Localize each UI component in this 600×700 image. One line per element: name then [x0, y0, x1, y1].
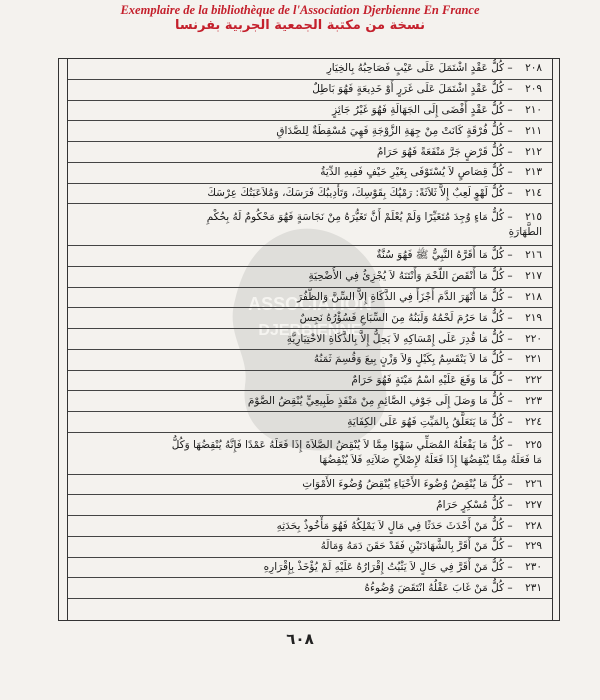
- rule-number: ٢٢٩: [525, 540, 542, 553]
- table-row: [68, 204, 552, 246]
- table-row: [68, 433, 552, 475]
- table-row: [68, 578, 552, 599]
- rule-number: ٢٣١: [525, 581, 542, 594]
- table-row: [68, 80, 552, 101]
- rule-separator: –: [504, 62, 516, 75]
- rule-first-line: [74, 477, 542, 492]
- rule-text: كُلُّ مَنْ أَقَرَّ بِالشَّهَادَتَيْنِ فَقَدْ حَقَنَ دَمَهُ وَمَالَهُ: [320, 540, 505, 553]
- rule-first-line: [74, 311, 542, 326]
- rule-separator: –: [504, 415, 516, 428]
- rule-text: كُلُّ مَا وَصَلَ إِلَى جَوْفِ الصَّائِمِ مِنْ مَنْفَذٍ طَبِيعِيٍّ يُنْقِضُ الصَّوْمَ: [247, 394, 505, 407]
- rule-separator: –: [504, 581, 516, 594]
- rule-continuation-line: [74, 453, 542, 468]
- rule-number: ٢٢٣: [525, 394, 542, 407]
- rule-text: كُلُّ مُسْكِرٍ حَرَامٌ: [436, 498, 505, 511]
- table-row: [68, 412, 552, 433]
- rule-number: ٢١٣: [525, 166, 542, 179]
- rule-first-line: [74, 82, 542, 97]
- rule-first-line: [74, 290, 542, 305]
- table-row: [68, 329, 552, 350]
- table-row: [68, 371, 552, 392]
- rule-text: كُلُّ مَا أَقَرَّهُ النَّبِيُّ ﷺ فَهُوَ سُنَّةٌ: [376, 249, 505, 262]
- rule-text: كُلُّ فُرْقَةٍ كَانَتْ مِنْ جِهَةِ الزَّوْجَةِ فَهِيَ مُسْقِطَةٌ لِلصَّدَاقِ: [276, 124, 505, 137]
- rule-text: كُلُّ مَا وَقَعَ عَلَيْهِ اسْمُ مَيْتَةٍ فَهُوَ حَرَامٌ: [351, 374, 505, 387]
- rule-text: كُلُّ مَنْ أَحْدَثَ حَدَثًا فِي مَالٍ لاَ يَمْلِكُهُ فَهُوَ مَأْخُوذٌ بِحَدَثِهِ: [276, 519, 505, 532]
- table-row: [68, 475, 552, 496]
- rule-number: ٢٠٨: [525, 62, 542, 75]
- rule-first-line: [74, 498, 542, 513]
- rule-number: ٢١٨: [525, 290, 542, 303]
- rule-first-line: [74, 61, 542, 76]
- rule-separator: –: [504, 353, 516, 366]
- rule-text: كُلُّ مَا يَتَعَلَّقُ بِالمَيِّتِ فَهُوَ عَلَى الكِفَايَةِ: [347, 415, 505, 428]
- rule-text: كُلُّ مَا يُنْقِضُ وُضُوءَ الأَحْيَاءِ يُنْقِضُ وُضُوءَ الأَمْوَاتِ: [302, 477, 505, 490]
- rule-first-line: [74, 186, 542, 201]
- library-watermark: [6, 3, 594, 34]
- rule-separator: –: [504, 210, 516, 223]
- rule-first-line: [74, 352, 542, 367]
- rule-separator: –: [504, 103, 516, 116]
- rule-number: ٢٢٤: [525, 415, 542, 428]
- rule-number: ٢١٩: [525, 311, 542, 324]
- rule-number: ٢٢٠: [525, 332, 542, 345]
- rule-separator: –: [504, 561, 516, 574]
- watermark-arabic: نسخة من مكتبة الجمعية الجربية بفرنسا: [175, 18, 425, 33]
- rule-text: كُلُّ قَرْضٍ جَرَّ مَنْفَعَةً فَهُوَ حَرَامٌ: [376, 145, 505, 158]
- rule-separator: –: [504, 540, 516, 553]
- rule-text: كُلُّ لَهْوٍ لَعِبٌ إِلاَّ ثَلاَثَةً: رَمْيُكَ بِقَوْسِكَ، وَتَأْدِيبُكَ فَرَسَكَ، وَمُلاَعَبَتُكَ عِرْسَكَ: [207, 187, 505, 200]
- rule-text: كُلُّ مَا يَفْعَلُهُ المُصَلِّي سَهْوًا مِمَّا لاَ يُنْقِضُ الصَّلاَةَ إِذَا فَعَلَهُ عَمْدًا فَإِنَّهُ يُنْقِضُهَا وَكُلُّ: [171, 439, 505, 452]
- rule-text: كُلُّ مَا أَنْهَرَ الدَّمَ أَجْزَأَ فِي الذَّكَاةِ إِلاَّ السِّنَّ وَالظُّفُرَ: [297, 290, 505, 303]
- rule-number: ٢١١: [525, 124, 542, 137]
- table-row: [68, 308, 552, 329]
- rule-text: الطَّهَارَةِ: [508, 225, 542, 238]
- rule-separator: –: [504, 124, 516, 137]
- rule-first-line: [74, 332, 542, 347]
- rule-first-line: [74, 539, 542, 554]
- rule-first-line: [74, 165, 542, 180]
- rule-text: كُلُّ مَا حَرُمَ لَحْمُهُ وَلَبَنُهُ مِنَ السِّبَاعِ فَسُؤْرُهُ نَجِسٌ: [299, 311, 505, 324]
- rule-separator: –: [504, 249, 516, 262]
- table-row: [68, 288, 552, 309]
- table-row: [68, 537, 552, 558]
- table-row: [68, 516, 552, 537]
- rule-first-line: [74, 210, 542, 225]
- table-row: [68, 267, 552, 288]
- rule-separator: –: [504, 332, 516, 345]
- rule-number: ٢١٥: [525, 210, 542, 223]
- rule-separator: –: [504, 290, 516, 303]
- table-inner-right-border: [552, 59, 553, 620]
- table-rows: [68, 59, 552, 620]
- rule-separator: –: [504, 83, 516, 96]
- rules-table: [58, 58, 560, 621]
- table-row: [68, 101, 552, 122]
- rule-number: ٢٢٥: [525, 439, 542, 452]
- rule-separator: –: [504, 477, 516, 490]
- rule-first-line: [74, 124, 542, 139]
- rule-number: ٢١٠: [525, 103, 542, 116]
- rule-number: ٢٢٦: [525, 477, 542, 490]
- rule-number: ٢١٤: [525, 187, 542, 200]
- rule-separator: –: [504, 394, 516, 407]
- rule-first-line: [74, 145, 542, 160]
- rule-text: مَا فَعَلَهُ مِمَّا يُنْقِضُهَا إِذَا فَعَلَهُ لإِصْلاَحِ صَلاَتِهِ فَلاَ يُنْقِضُهَا: [319, 454, 542, 467]
- rule-first-line: [74, 373, 542, 388]
- seal-text-2: DJERBIENNE: [258, 322, 362, 339]
- rule-text: كُلُّ مَاءٍ وُجِدَ مُتَغَيِّرًا وَلَمْ يُعْلَمْ أَنَّ تَغَيُّرَهُ مِنْ نَجَاسَةٍ فَهُوَ مَحْكُومٌ لَهُ بِحُكْمِ: [206, 210, 505, 223]
- table-row: [68, 246, 552, 267]
- rule-number: ٢٣٠: [525, 561, 542, 574]
- rule-text: كُلُّ عَقْدٍ اشْتَمَلَ عَلَى عَيْبٍ فَصَاحِبُهُ بِالخِيَارِ: [326, 62, 505, 75]
- rule-first-line: [74, 103, 542, 118]
- rule-separator: –: [504, 145, 516, 158]
- rule-first-line: [74, 438, 542, 453]
- table-row: [68, 391, 552, 412]
- seal-text-1: ASSOCIATION: [248, 294, 372, 314]
- rule-first-line: [74, 269, 542, 284]
- rule-text: كُلُّ مَا لاَ يَنْقَسِمُ بِكَيْلٍ وَلاَ وَزْنٍ بِيعَ وَقُسِمَ ثَمَنُهُ: [313, 353, 505, 366]
- rule-continuation-line: [74, 225, 542, 240]
- rule-first-line: [74, 581, 542, 596]
- table-row: [68, 350, 552, 371]
- rule-first-line: [74, 560, 542, 575]
- table-row: [68, 599, 552, 620]
- table-row: [68, 184, 552, 205]
- rule-text: كُلُّ مَنْ أَقَرَّ فِي حَالٍ لاَ يَثْبُتُ إِقْرَارُهُ عَلَيْهِ لَمْ يُؤْخَذْ بِإِقْرَارِهِ: [263, 561, 505, 574]
- table-row: [68, 59, 552, 80]
- rule-text: كُلُّ مَا قُدِرَ عَلَى إِمْسَاكِهِ لاَ يَحِلُّ إِلاَّ بِالذَّكَاةِ الاخْتِيَارِيَّةِ: [286, 332, 505, 345]
- rule-text: كُلُّ عَقْدٍ أَفْضَى إِلَى الجَهَالَةِ فَهُوَ غَيْرُ جَائِزٍ: [332, 103, 505, 116]
- table-row: [68, 163, 552, 184]
- rule-separator: –: [504, 270, 516, 283]
- rule-separator: –: [504, 439, 516, 452]
- watermark-french: Exemplaire de la bibliothèque de l'Association Djerbienne En France: [120, 3, 480, 17]
- rule-first-line: [74, 394, 542, 409]
- rule-text: كُلُّ قِصَاصٍ لاَ يُسْتَوْفَى بِغَيْرِ حَيْفٍ فَفِيهِ الدِّيَةُ: [320, 166, 505, 179]
- rule-first-line: [74, 248, 542, 263]
- rule-first-line: [74, 415, 542, 430]
- table-row: [68, 495, 552, 516]
- rule-text: كُلُّ مَا أَنْقَصَ اللَّحْمَ وَأَنْتَنَهُ لاَ يُجْزِئُ فِي الأُضْحِيَةِ: [308, 270, 505, 283]
- rule-number: ٢٢٧: [525, 498, 542, 511]
- rule-number: ٢٢٨: [525, 519, 542, 532]
- rule-number: ٢٢٢: [525, 374, 542, 387]
- rule-number: ٢٠٩: [525, 83, 542, 96]
- page-number: ٦٠٨: [286, 630, 314, 648]
- rule-number: ٢١٢: [525, 145, 542, 158]
- rule-separator: –: [504, 519, 516, 532]
- rule-text: كُلُّ مَنْ غَابَ عَقْلُهُ انْتَقَضَ وُضُوءُهُ: [364, 581, 505, 594]
- rule-text: كُلُّ عَقْدٍ اشْتَمَلَ عَلَى غَرَرٍ أَوْ خَدِيعَةٍ فَهُوَ بَاطِلٌ: [312, 83, 505, 96]
- rule-first-line: [74, 519, 542, 534]
- table-row: [68, 558, 552, 579]
- rule-number: ٢١٦: [525, 249, 542, 262]
- rule-separator: –: [504, 166, 516, 179]
- rule-separator: –: [504, 311, 516, 324]
- rule-number: ٢٢١: [525, 353, 542, 366]
- table-row: [68, 121, 552, 142]
- rule-separator: –: [504, 187, 516, 200]
- rule-number: ٢١٧: [525, 270, 542, 283]
- rule-separator: –: [504, 374, 516, 387]
- table-row: [68, 142, 552, 163]
- rule-separator: –: [504, 498, 516, 511]
